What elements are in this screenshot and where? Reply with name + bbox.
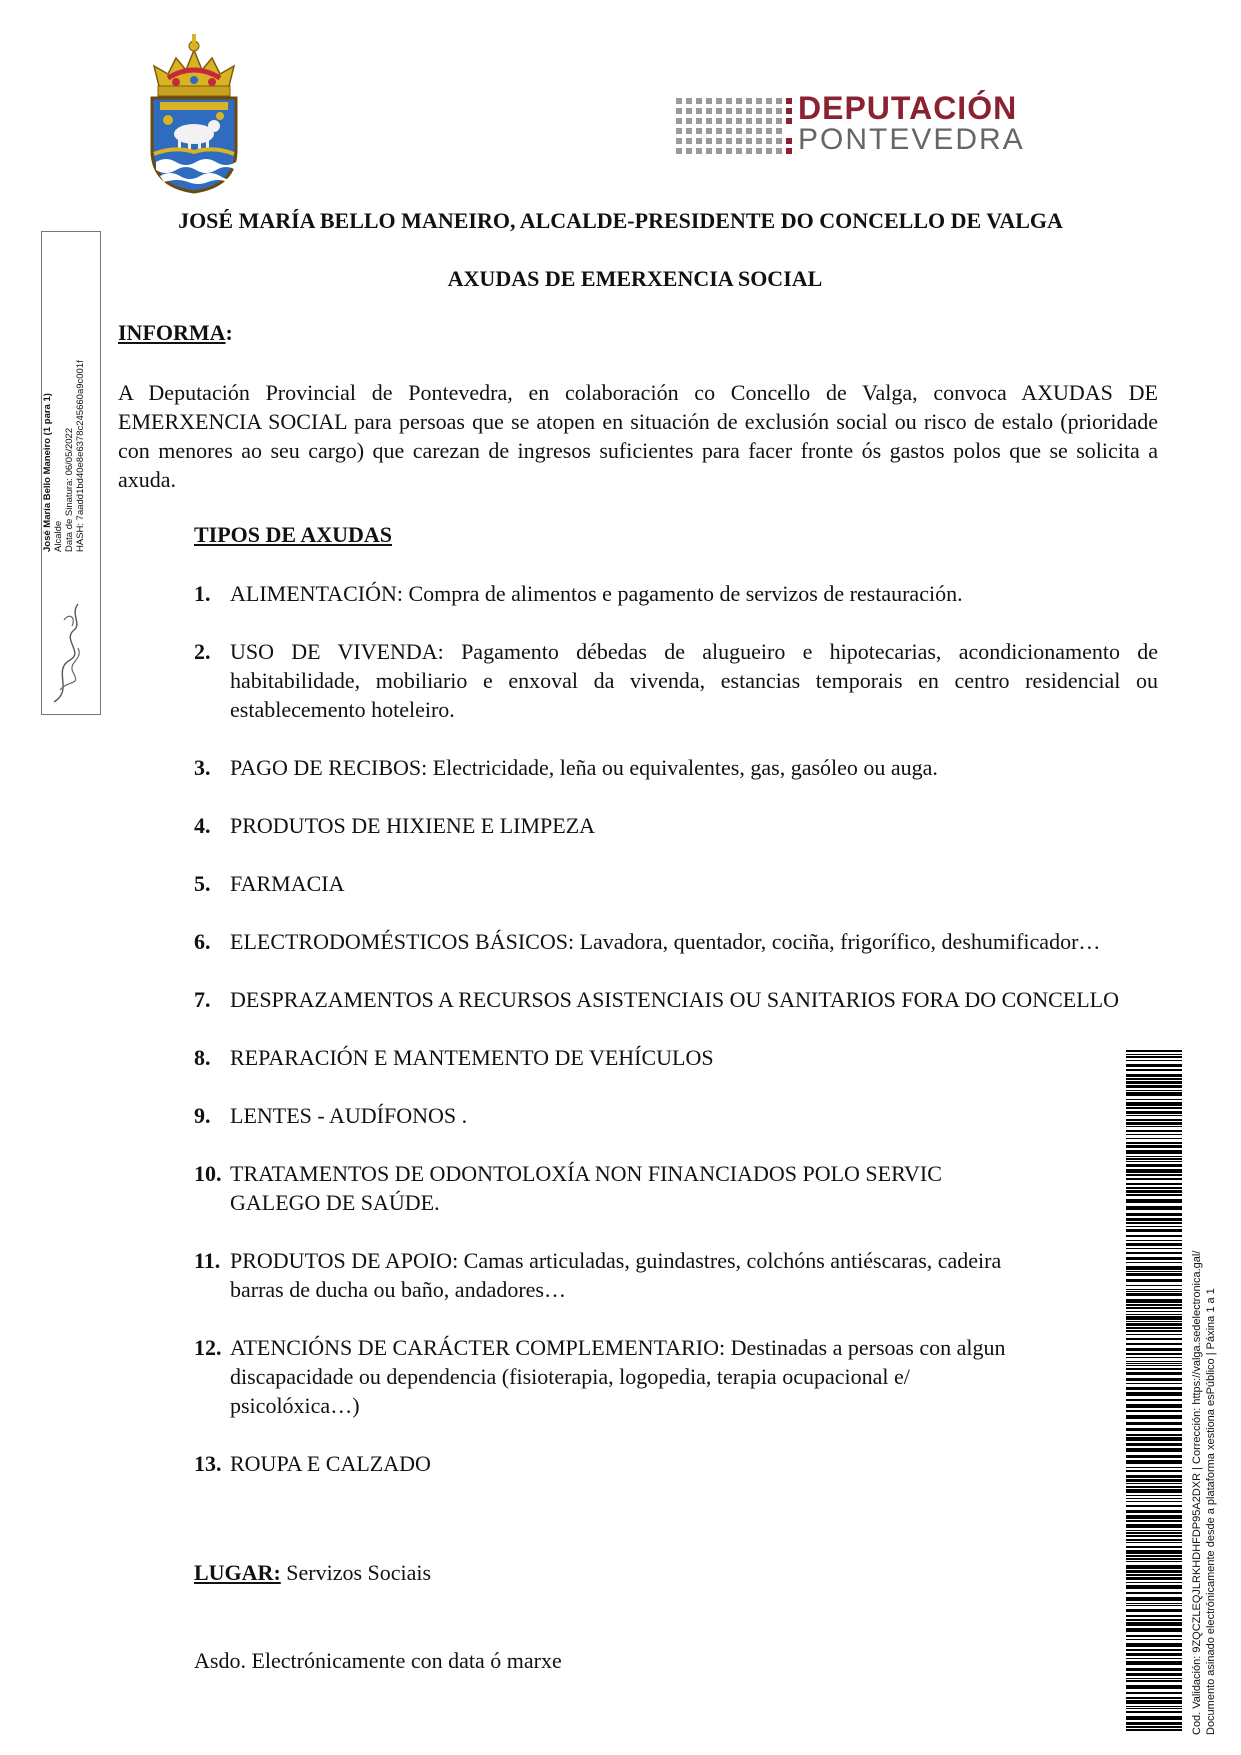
barcode-bar	[1126, 1585, 1182, 1589]
barcode-bar	[1126, 1410, 1182, 1412]
barcode-bar	[1126, 1213, 1182, 1216]
barcode-bar	[1126, 1327, 1182, 1329]
barcode-bar	[1126, 1668, 1182, 1671]
barcode-bar	[1126, 1307, 1182, 1309]
barcode-bar	[1126, 1680, 1182, 1682]
item-number: 5.	[194, 871, 211, 896]
barcode-bar	[1126, 1122, 1182, 1125]
barcode-bar	[1126, 1467, 1182, 1468]
barcode-bar	[1126, 1555, 1182, 1557]
signature-date: Data de Sinatura: 06/05/2022	[64, 427, 75, 552]
barcode-bar	[1126, 1054, 1182, 1055]
barcode-bar	[1126, 1729, 1182, 1731]
barcode-bar	[1126, 1539, 1182, 1541]
barcode-bar	[1126, 1115, 1182, 1116]
barcode-bar	[1126, 1235, 1182, 1237]
validation-line-2: Documento asinado electrónicamente desde a plataforma xestiona esPúblico | Páxina 1 a 1	[1205, 1288, 1217, 1735]
barcode-bar	[1126, 1387, 1182, 1390]
barcode-bar	[1126, 1142, 1182, 1144]
barcode-bar	[1126, 1415, 1182, 1419]
barcode-bar	[1126, 1050, 1182, 1052]
barcode-bar	[1126, 1330, 1182, 1332]
barcode-bar	[1126, 1470, 1182, 1472]
barcode-bar	[1126, 1495, 1182, 1496]
barcode-bar	[1126, 1226, 1182, 1227]
barcode-bar	[1126, 1615, 1182, 1617]
barcode-bar	[1126, 1090, 1182, 1091]
signature-details	[42, 192, 86, 552]
barcode-bar	[1126, 1069, 1182, 1071]
barcode-bar	[1126, 1187, 1182, 1189]
list-item	[194, 811, 1158, 840]
page-subtitle: AXUDAS DE EMERXENCIA SOCIAL	[447, 266, 823, 291]
barcode-bar	[1126, 1700, 1182, 1704]
signature-note: Asdo. Electrónicamente con data ó marxe	[194, 1648, 562, 1673]
tipos-heading: TIPOS DE AXUDAS	[194, 522, 393, 547]
coat-of-arms-icon	[140, 28, 248, 196]
barcode-bar	[1126, 1726, 1182, 1728]
handwritten-signature-icon	[44, 590, 98, 710]
barcode-bar	[1126, 1240, 1182, 1241]
intro-paragraph: A Deputación Provincial de Pontevedra, en colaboración co Concello de Valga, convoca AXUDAS DE EMERXENCIA SOCIAL para persoas que se atopen en situación de exclusión social ou risco de estalo (prioridade con menores ao seu cargo) que carezan de ingresos suficientes para facer fronte ós gastos polos que se solicita a axuda.	[118, 380, 1158, 492]
item-text: ALIMENTACIÓN: Compra de alimentos e pagamento de servizos de restauración.	[230, 581, 963, 606]
item-text: USO DE VIVENDA: Pagamento débedas de alugueiro e hipotecarias, acondicionamento de habitabilidade, mobiliario e enxoval da vivenda, estancias temporais en centro residencial ou establecemento hoteleiro.	[230, 639, 1158, 722]
deputacion-logo	[676, 90, 1025, 156]
barcode-bar	[1126, 1658, 1182, 1659]
list-item	[194, 1333, 1190, 1420]
barcode-bar	[1126, 1383, 1182, 1384]
item-text-line: barras de ducha ou baño, andadores…	[230, 1277, 566, 1302]
informa-colon: :	[225, 320, 233, 345]
barcode-bar	[1126, 1338, 1182, 1340]
item-number: 1.	[194, 581, 211, 606]
item-number: 13.	[194, 1451, 222, 1476]
validation-line-1: Cod. Validación: 9ZQCZLEQJLRKHDHFDP95A2DXR | Corrección: https://valga.sedelectronica.gal/	[1191, 1250, 1203, 1735]
barcode-bar	[1126, 1475, 1182, 1478]
barcode-bar	[1126, 1546, 1182, 1548]
barcode-bar	[1126, 1130, 1182, 1132]
barcode-bar	[1126, 1570, 1182, 1573]
barcode-bar	[1126, 1437, 1182, 1441]
barcode-bar	[1126, 1304, 1182, 1306]
barcode-bar	[1126, 1708, 1182, 1709]
barcode-bar	[1126, 1365, 1182, 1366]
barcode-bar	[1126, 1505, 1182, 1507]
barcode-bar	[1126, 1222, 1182, 1224]
barcode-bar	[1126, 1577, 1182, 1580]
dots-grid-icon	[676, 98, 794, 154]
barcode-bar	[1126, 1363, 1182, 1364]
barcode-bar	[1126, 1428, 1182, 1431]
barcode-bar	[1126, 1285, 1182, 1286]
barcode-bar	[1126, 1107, 1182, 1109]
item-number: 4.	[194, 813, 211, 838]
lugar-label: LUGAR:	[194, 1560, 281, 1585]
item-text-line: PRODUTOS DE APOIO: Camas articuladas, guindastres, colchóns antiéscaras, cadeira	[230, 1248, 1002, 1273]
barcode-bar	[1126, 1649, 1182, 1651]
lugar-line	[194, 1560, 431, 1586]
barcode-bar	[1126, 1542, 1182, 1543]
barcode-bar	[1126, 1455, 1182, 1458]
barcode-bar	[1126, 1279, 1182, 1282]
barcode-bar	[1126, 1561, 1182, 1562]
item-text: PAGO DE RECIBOS: Electricidade, leña ou equivalentes, gas, gasóleo ou auga.	[230, 755, 938, 780]
barcode-bar	[1126, 1156, 1182, 1157]
item-number: 3.	[194, 755, 211, 780]
barcode-bar	[1126, 1262, 1182, 1263]
item-number: 8.	[194, 1045, 211, 1070]
barcode-bar	[1126, 1372, 1182, 1375]
item-text: LENTES - AUDÍFONOS .	[230, 1103, 468, 1128]
barcode-bar	[1126, 1291, 1182, 1292]
item-text: ELECTRODOMÉSTICOS BÁSICOS: Lavadora, quentador, cociña, frigorífico, deshumificador…	[230, 929, 1101, 954]
item-text: DESPRAZAMENTOS A RECURSOS ASISTENCIAIS OU SANITARIOS FORA DO CONCELLO	[230, 987, 1119, 1012]
barcode-bar	[1126, 1653, 1182, 1656]
barcode-bar	[1126, 1248, 1182, 1249]
barcode-bar	[1126, 1353, 1182, 1355]
barcode-bar	[1126, 1134, 1182, 1135]
barcode-bar	[1126, 1190, 1182, 1193]
barcode-bar	[1126, 1404, 1182, 1408]
barcode-bar	[1126, 1092, 1182, 1096]
barcode-bar	[1126, 1150, 1182, 1154]
barcode-bar	[1126, 1399, 1182, 1401]
barcode-bar	[1126, 1692, 1182, 1694]
barcode-bar	[1126, 1486, 1182, 1488]
item-text-line: TRATAMENTOS DE ODONTOLOXÍA NON FINANCIADOS POLO SERVIC	[230, 1161, 942, 1186]
informa-heading	[118, 320, 233, 346]
item-text: PRODUTOS DE HIXIENE E LIMPEZA	[230, 813, 596, 838]
barcode-bar	[1126, 1678, 1182, 1679]
barcode-bar	[1126, 1218, 1182, 1221]
barcode-bar	[1126, 1643, 1182, 1647]
barcode-bar	[1126, 1368, 1182, 1370]
barcode-bar	[1126, 1169, 1182, 1173]
barcode-bar	[1126, 1434, 1182, 1436]
barcode-bar	[1126, 1343, 1182, 1345]
signer-name: José María Bello Maneiro (1 para 1)	[42, 393, 53, 552]
lugar-value: Servizos Sociais	[286, 1560, 432, 1585]
barcode-bar	[1126, 1597, 1182, 1601]
barcode-bar	[1126, 1515, 1182, 1519]
barcode-bar	[1126, 1257, 1182, 1260]
item-number: 12.	[194, 1335, 222, 1360]
barcode-bar	[1126, 1081, 1182, 1084]
barcode-bar	[1126, 1323, 1182, 1326]
item-text: REPARACIÓN E MANTEMENTO DE VEHÍCULOS	[230, 1045, 714, 1070]
barcode-bar	[1126, 1064, 1182, 1067]
barcode-bar	[1126, 1273, 1182, 1276]
barcode-bar	[1126, 1697, 1182, 1699]
list-item	[194, 869, 1158, 898]
barcode-bar	[1126, 1392, 1182, 1396]
barcode-bar	[1126, 1321, 1182, 1322]
barcode-bar	[1126, 1479, 1182, 1482]
barcode-bar	[1126, 1603, 1182, 1604]
validation-text	[1190, 1035, 1218, 1735]
list-item	[194, 637, 1158, 724]
signature-hash: HASH: 7aadd1bd40e8e6378c245660a9c001f	[75, 360, 86, 552]
item-text: ROUPA E CALZADO	[230, 1451, 431, 1476]
barcode-bar	[1126, 1535, 1182, 1537]
item-text: FARMACIA	[230, 871, 345, 896]
barcode-bar	[1126, 1565, 1182, 1569]
barcode-bar	[1126, 1126, 1182, 1127]
barcode-bar	[1126, 1661, 1182, 1665]
barcode-bar	[1126, 1293, 1182, 1296]
barcode-bar	[1126, 1673, 1182, 1676]
barcode-bar	[1126, 1194, 1182, 1196]
barcode-bar	[1126, 1605, 1182, 1606]
deputacion-wordmark: DEPUTACIÓN	[798, 90, 1018, 126]
barcode-bar	[1126, 1074, 1182, 1077]
signer-role: Alcalde	[53, 520, 64, 552]
barcode-bar	[1126, 1592, 1182, 1594]
barcode-bar	[1126, 1361, 1182, 1362]
barcode-bar	[1126, 1524, 1182, 1528]
barcode-bar	[1126, 1510, 1182, 1513]
list-item	[194, 1159, 1190, 1217]
barcode-bar	[1126, 1498, 1182, 1499]
item-number: 7.	[194, 987, 211, 1012]
barcode-bar	[1126, 1460, 1182, 1464]
barcode-bar	[1126, 1266, 1182, 1270]
barcode-bar	[1126, 1199, 1182, 1203]
barcode-bar	[1126, 1271, 1182, 1272]
barcode-bar	[1126, 1520, 1182, 1522]
barcode-bar	[1126, 1060, 1182, 1061]
barcode-bar	[1126, 1229, 1182, 1232]
barcode-bar	[1126, 1628, 1182, 1632]
barcode-bar	[1126, 1622, 1182, 1626]
barcode-bar	[1126, 1582, 1182, 1583]
item-number: 10.	[194, 1161, 222, 1186]
barcode-bar	[1126, 1501, 1182, 1502]
barcode-bar	[1126, 1145, 1182, 1148]
barcode-bar	[1126, 1174, 1182, 1176]
barcode-bar	[1126, 1316, 1182, 1320]
barcode-bar	[1126, 1243, 1182, 1246]
barcode-bar	[1126, 1483, 1182, 1484]
barcode-bar	[1126, 1119, 1182, 1121]
item-number: 2.	[194, 639, 211, 664]
aid-types-list	[194, 579, 1158, 1507]
barcode-bar	[1126, 1056, 1182, 1058]
barcode-bar	[1126, 1099, 1182, 1100]
list-item	[194, 1043, 1158, 1072]
barcode-bar	[1126, 1158, 1182, 1160]
barcode-bar	[1126, 1711, 1182, 1713]
barcode-bar	[1126, 1164, 1182, 1167]
barcode-bar	[1126, 1183, 1182, 1185]
barcode-bar	[1126, 1161, 1182, 1162]
barcode-bar	[1126, 1619, 1182, 1621]
barcode-bar	[1126, 1357, 1182, 1358]
list-item	[194, 985, 1158, 1014]
list-item	[194, 1246, 1190, 1304]
barcode-bar	[1126, 1299, 1182, 1303]
barcode-bar	[1126, 1489, 1182, 1493]
item-text-line: psicolóxica…)	[230, 1393, 360, 1418]
list-item	[194, 753, 1158, 782]
list-item	[194, 927, 1158, 956]
barcode-bar	[1126, 1706, 1182, 1707]
barcode-bar	[1126, 1178, 1182, 1180]
barcode-bar	[1126, 1206, 1182, 1210]
barcode-bar	[1126, 1085, 1182, 1088]
item-number: 9.	[194, 1103, 211, 1128]
barcode-bar	[1126, 1102, 1182, 1106]
item-text-line: discapacidade ou dependencia (fisioterapia, logopedia, terapia ocupacional e/	[230, 1364, 910, 1389]
barcode-bar	[1126, 1574, 1182, 1576]
barcode-bar	[1126, 1311, 1182, 1312]
barcode-bar	[1126, 1609, 1182, 1612]
barcode-bar	[1126, 1685, 1182, 1689]
barcode-bar	[1126, 1550, 1182, 1554]
list-item	[194, 1101, 1158, 1130]
barcode-bar	[1126, 1635, 1182, 1637]
item-text-line: ATENCIÓNS DE CARÁCTER COMPLEMENTARIO: Destinadas a persoas con algun	[230, 1335, 1006, 1360]
barcode-bar	[1126, 1639, 1182, 1640]
barcode-bar	[1126, 1530, 1182, 1531]
barcode-bar	[1126, 1138, 1182, 1139]
item-text-line: GALEGO DE SAÚDE.	[230, 1190, 440, 1215]
barcode-bar	[1126, 1348, 1182, 1351]
item-number: 11.	[194, 1248, 221, 1273]
list-item	[194, 1449, 1158, 1478]
barcode-bar	[1126, 1078, 1182, 1080]
item-number: 6.	[194, 929, 211, 954]
barcode-bar	[1126, 1314, 1182, 1315]
barcode-bar	[1126, 1422, 1182, 1425]
barcode-bar	[1126, 1334, 1182, 1335]
pontevedra-wordmark: PONTEVEDRA	[798, 123, 1025, 156]
barcode-bar	[1126, 1716, 1182, 1720]
barcode-bar	[1126, 1252, 1182, 1254]
page-title: JOSÉ MARÍA BELLO MANEIRO, ALCALDE-PRESIDENTE DO CONCELLO DE VALGA	[178, 208, 1063, 233]
barcode-bar	[1126, 1443, 1182, 1446]
barcode-bar	[1126, 1558, 1182, 1560]
barcode-bar	[1126, 1289, 1182, 1290]
barcode-bar	[1126, 1111, 1182, 1114]
informa-label: INFORMA	[118, 320, 226, 345]
barcode-bar	[1126, 1532, 1182, 1534]
list-item	[194, 579, 1158, 608]
barcode-bar	[1126, 1722, 1182, 1725]
barcode-bar	[1126, 1448, 1182, 1452]
barcode-bar	[1126, 1378, 1182, 1381]
